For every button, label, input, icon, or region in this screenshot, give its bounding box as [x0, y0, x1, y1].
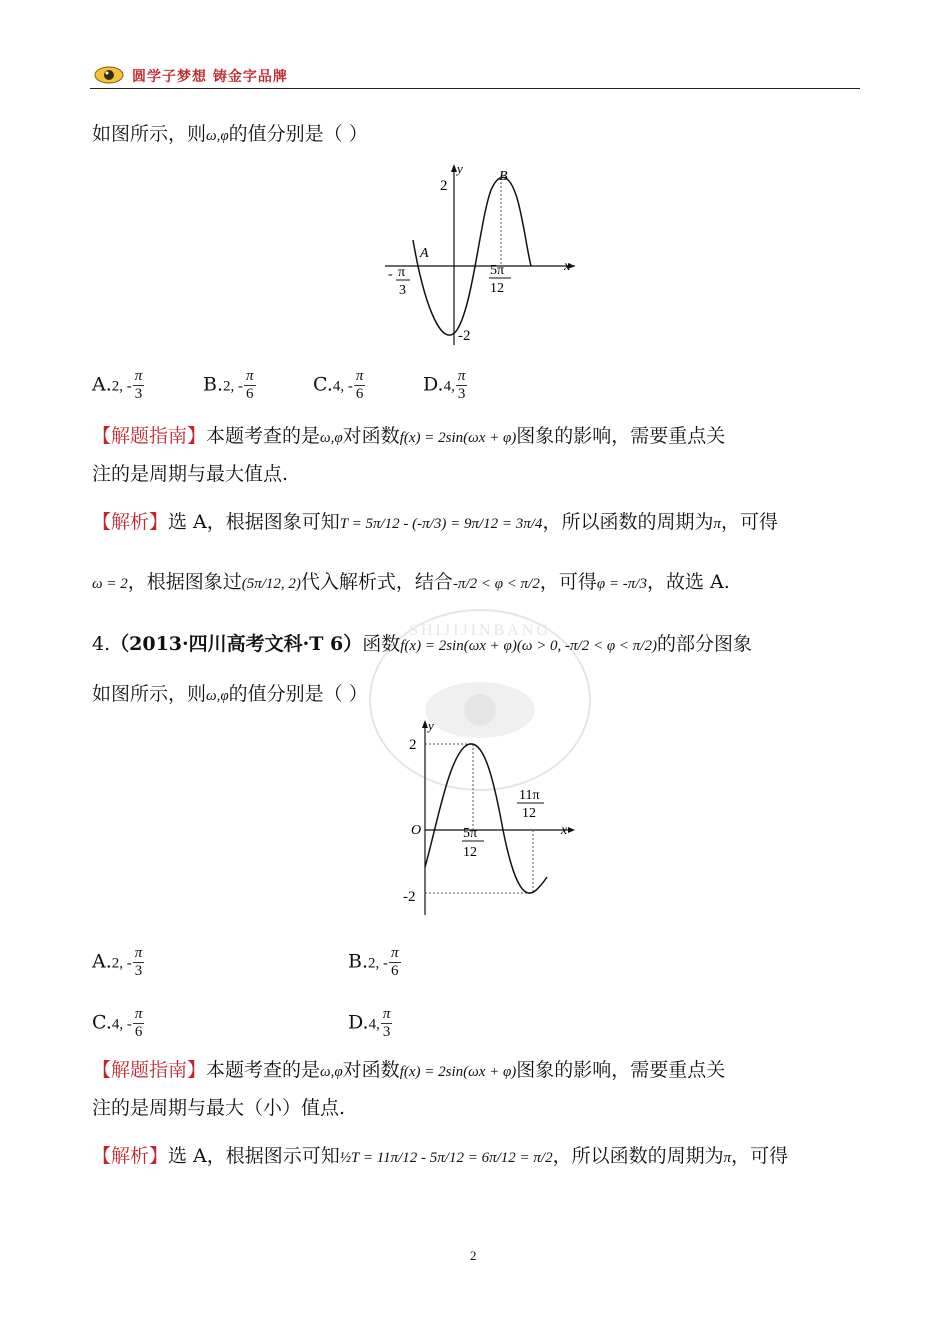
q3-option-a[interactable]: A.2, - $\frac{\pi}{3}$ — [92, 368, 143, 402]
q4-tick-5pi-num: 5π — [463, 826, 478, 841]
q4-tick-11pi-den: 12 — [522, 806, 536, 821]
q3-graph — [385, 160, 585, 350]
q3-tick-5pi-num: 5π — [490, 263, 505, 278]
q3-tick-neg-pi-den: 3 — [399, 283, 406, 298]
q3-option-d[interactable]: D.4, $\frac{\pi}{3}$ — [423, 368, 466, 402]
page-number: 2 — [470, 1248, 477, 1263]
q3-x-label: x — [564, 259, 571, 274]
q3-point-a: A — [420, 246, 429, 261]
q4-tick-5pi-den: 12 — [463, 845, 477, 860]
q3-neg-sign: - — [388, 267, 393, 282]
q3-analysis-line2: ω = 2，根据图象过(5π/12, 2)代入解析式，结合-π/2 < φ < π/2，可得φ = -π/3，故选 A. — [92, 571, 730, 593]
q3-y-label: y — [457, 161, 463, 176]
q3-analysis-line1: 【解析】选 A，根据图象可知T = 5π/12 - (-π/3) = 9π/12 = 3π/4，所以函数的周期为π，可得 — [92, 511, 778, 533]
q4-analysis: 【解析】选 A，根据图示可知½T = 11π/12 - 5π/12 = 6π/12 = π/2，所以函数的周期为π，可得 — [92, 1145, 789, 1167]
q3-point-b: B — [499, 169, 508, 184]
q4-guide: 【解题指南】本题考查的是ω,φ对函数f(x) = 2sin(ωx + φ)图象的影响，需要重点关 — [92, 1059, 726, 1081]
q3-guide: 【解题指南】本题考查的是ω,φ对函数f(x) = 2sin(ωx + φ)图象的影响，需要重点关 — [92, 425, 726, 447]
q3-guide-line2: 注的是周期与最大值点. — [92, 463, 289, 485]
q4-y-label: y — [428, 718, 434, 733]
q4-option-c[interactable]: C.4, - $\frac{\pi}{6}$ — [92, 1006, 143, 1040]
eye-logo-icon — [94, 66, 124, 84]
q4-option-d[interactable]: D.4, $\frac{\pi}{3}$ — [348, 1006, 391, 1040]
q4-option-b[interactable]: B.2, - $\frac{\pi}{6}$ — [348, 945, 399, 979]
header-brand: 圆学子梦想 铸金字品牌 — [132, 69, 288, 85]
header-logo — [94, 66, 124, 84]
q4-option-a[interactable]: A.2, - $\frac{\pi}{3}$ — [92, 945, 143, 979]
q4-origin: O — [411, 823, 422, 838]
q4-heading: 4.（2013·四川高考文科·T 6）函数f(x) = 2sin(ωx + φ)(ω > 0, -π/2 < φ < π/2)的部分图象 — [92, 633, 752, 655]
q4-intro: 如图所示，则ω,φ的值分别是（ ） — [92, 683, 368, 705]
q4-tick-2: 2 — [409, 737, 417, 753]
header-rule — [90, 88, 860, 89]
q3-tick-neg2: -2 — [458, 328, 471, 344]
q4-tick-11pi-num: 11π — [519, 788, 540, 803]
q3-intro: 如图所示，则ω,φ的值分别是（ ） — [92, 123, 368, 145]
q4-tick-neg2: -2 — [403, 889, 416, 905]
q3-tick-5pi-den: 12 — [490, 281, 504, 296]
watermark-text: SHIJIJINBANG — [409, 622, 551, 639]
q3-option-c[interactable]: C.4, - $\frac{\pi}{6}$ — [313, 368, 364, 402]
q3-tick-2: 2 — [440, 178, 448, 194]
q3-option-b[interactable]: B.2, - $\frac{\pi}{6}$ — [203, 368, 254, 402]
q3-tick-neg-pi-num: π — [398, 265, 406, 280]
q3-sine-curve — [413, 177, 531, 335]
q4-graph — [395, 715, 585, 920]
q4-x-label: x — [561, 823, 568, 838]
q4-guide-line2: 注的是周期与最大（小）值点. — [92, 1097, 346, 1119]
q4-x-arrow — [568, 827, 575, 833]
